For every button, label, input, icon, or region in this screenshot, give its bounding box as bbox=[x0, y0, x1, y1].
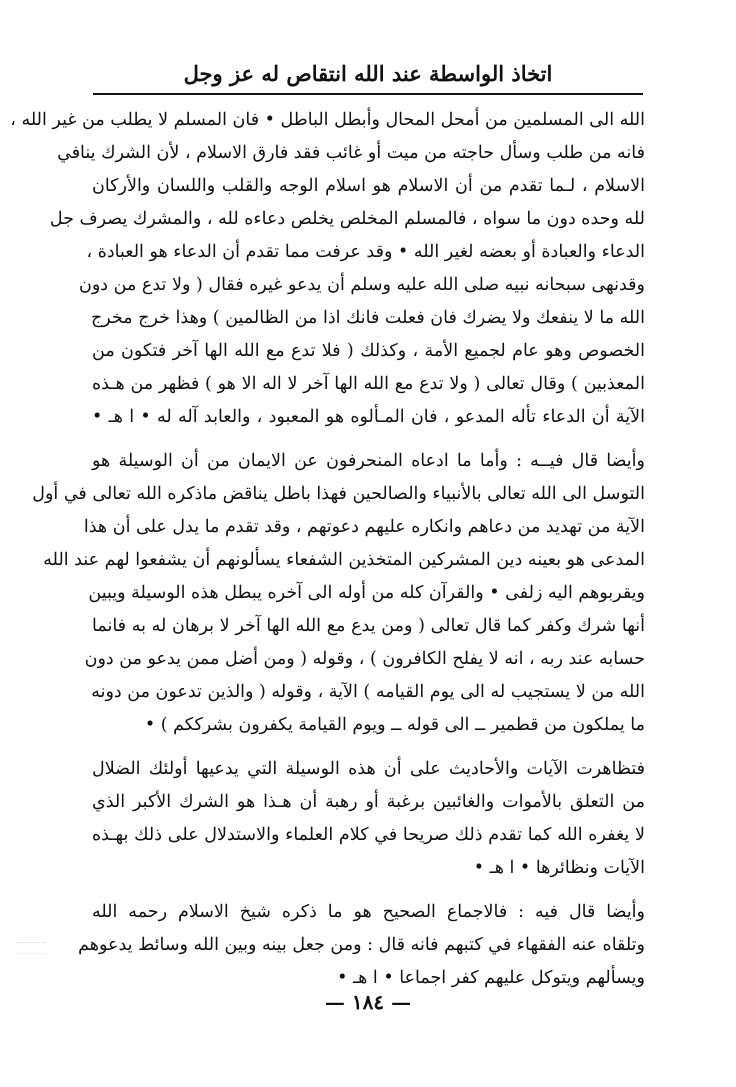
text-line: الله ما لا ينفعك ولا يضرك فان فعلت فانك اذا من الظالمين ) وهذا خرج مخرج bbox=[91, 308, 645, 328]
text-line: وأيضا قال فيه : فالاجماع الصحيح هو ما ذكره شيخ الاسلام رحمه الله bbox=[92, 902, 645, 922]
body-text bbox=[10, 104, 645, 995]
text-line: الخصوص وهو عام لجميع الأمة ، وكذلك ( فلا تدع مع الله الها آخر فتكون من bbox=[92, 341, 645, 361]
text-line: لله وحده دون ما سواه ، فالمسلم المخلص يخلص دعاءه لله ، والمشرك يصرف جل bbox=[49, 209, 645, 229]
text-line: ما يملكون من قطمير ــ الى قوله ــ ويوم القيامة يكفرون بشرككم ) • bbox=[144, 715, 645, 735]
running-head: اتخاذ الواسطة عند الله انتقاص له عز وجل bbox=[183, 61, 553, 86]
text-line: الاسلام ، لـما تقدم من أن الاسلام هو اسلام الوجه والقلب واللسان والأركان bbox=[92, 176, 645, 196]
text-line: لا يغفره الله كما تقدم ذلك صريحا في كلام العلماء والاستدلال على ذلك بهـذه bbox=[92, 825, 645, 845]
paragraph-3 bbox=[92, 753, 645, 885]
text-line: الله من لا يستجيب له الى يوم القيامه ) الآية ، وقوله ( والذين تدعون من دونه bbox=[91, 682, 645, 702]
page-number: — ١٨٤ — bbox=[324, 990, 412, 1014]
paragraph-2 bbox=[32, 445, 645, 742]
paragraph-gap bbox=[92, 434, 645, 445]
text-line: وأيضا قال فيــه : وأما ما ادعاه المنحرفون عن الايمان من أن الوسيلة هو bbox=[92, 451, 645, 471]
text-line: الآيات ونظائرها • ا هـ • bbox=[473, 858, 645, 878]
text-line: الله الى المسلمين من أمحل المحال وأبطل الباطل • فان المسلم لا يطلب من غير الله ، bbox=[10, 110, 645, 130]
header-rule bbox=[93, 93, 643, 95]
scan-smudge bbox=[18, 942, 46, 954]
text-line: الآية من تهديد من دعاهم وانكاره عليهم دعوتهم ، وقد تقدم ما يدل على أن هذا bbox=[83, 517, 645, 537]
text-line: المعذبين ) وقال تعالى ( ولا تدع مع الله الها آخر لا اله الا هو ) فظهر من هـذه bbox=[92, 374, 645, 394]
text-line: الآية أن الدعاء تأله المدعو ، فان المـألوه هو المعبود ، والعابد آله له • ا هـ • bbox=[92, 407, 645, 427]
text-line: فتظاهرت الآيات والأحاديث على أن هذه الوسيلة التي يدعيها أولئك الضلال bbox=[92, 759, 645, 779]
text-line: فانه من طلب وسأل حاجته من ميت أو غائب فقد فارق الاسلام ، لأن الشرك ينافي bbox=[57, 143, 645, 163]
paragraph-gap bbox=[92, 742, 645, 753]
text-line: الدعاء والعبادة أو بعضه لغير الله • وقد عرفت مما تقدم أن الدعاء هو العبادة ، bbox=[86, 242, 645, 262]
text-line: وقدنهى سبحانه نبيه صلى الله عليه وسلم أن يدعو غيره فقال ( ولا تدع من دون bbox=[79, 275, 645, 295]
paragraph-4 bbox=[78, 896, 645, 995]
text-line: ويسألهم ويتوكل عليهم كفر اجماعا • ا هـ • bbox=[337, 968, 645, 988]
text-line: وتلقاه عنه الفقهاء في كتبهم فانه قال : ومن جعل بينه وبين الله وسائط يدعوهم bbox=[78, 935, 645, 955]
paragraph-gap bbox=[92, 885, 645, 896]
text-line: حسابه عند ربه ، انه لا يفلح الكافرون ) ، وقوله ( ومن أضل ممن يدعو من دون bbox=[84, 649, 645, 669]
text-line: من التعلق بالأموات والغائبين برغبة أو رهبة أن هـذا هو الشرك الأكبر الذي bbox=[92, 792, 645, 812]
paragraph-1 bbox=[10, 104, 645, 434]
text-line: المدعى هو بعينه دين المشركين المتخذين الشفعاء يسألونهم أن يشفعوا لهم عند الله bbox=[43, 550, 645, 570]
text-line: أنها شرك وكفر كما قال تعالى ( ومن يدع مع الله الها آخر لا برهان له به فانما bbox=[92, 616, 645, 636]
text-line: التوسل الى الله تعالى بالأنبياء والصالحين فهذا باطل يناقض ماذكره الله تعالى في أول bbox=[32, 484, 645, 504]
text-line: ويقربوهم اليه زلفى • والقرآن كله من أوله الى آخره يبطل هذه الوسيلة ويبين bbox=[88, 583, 645, 603]
